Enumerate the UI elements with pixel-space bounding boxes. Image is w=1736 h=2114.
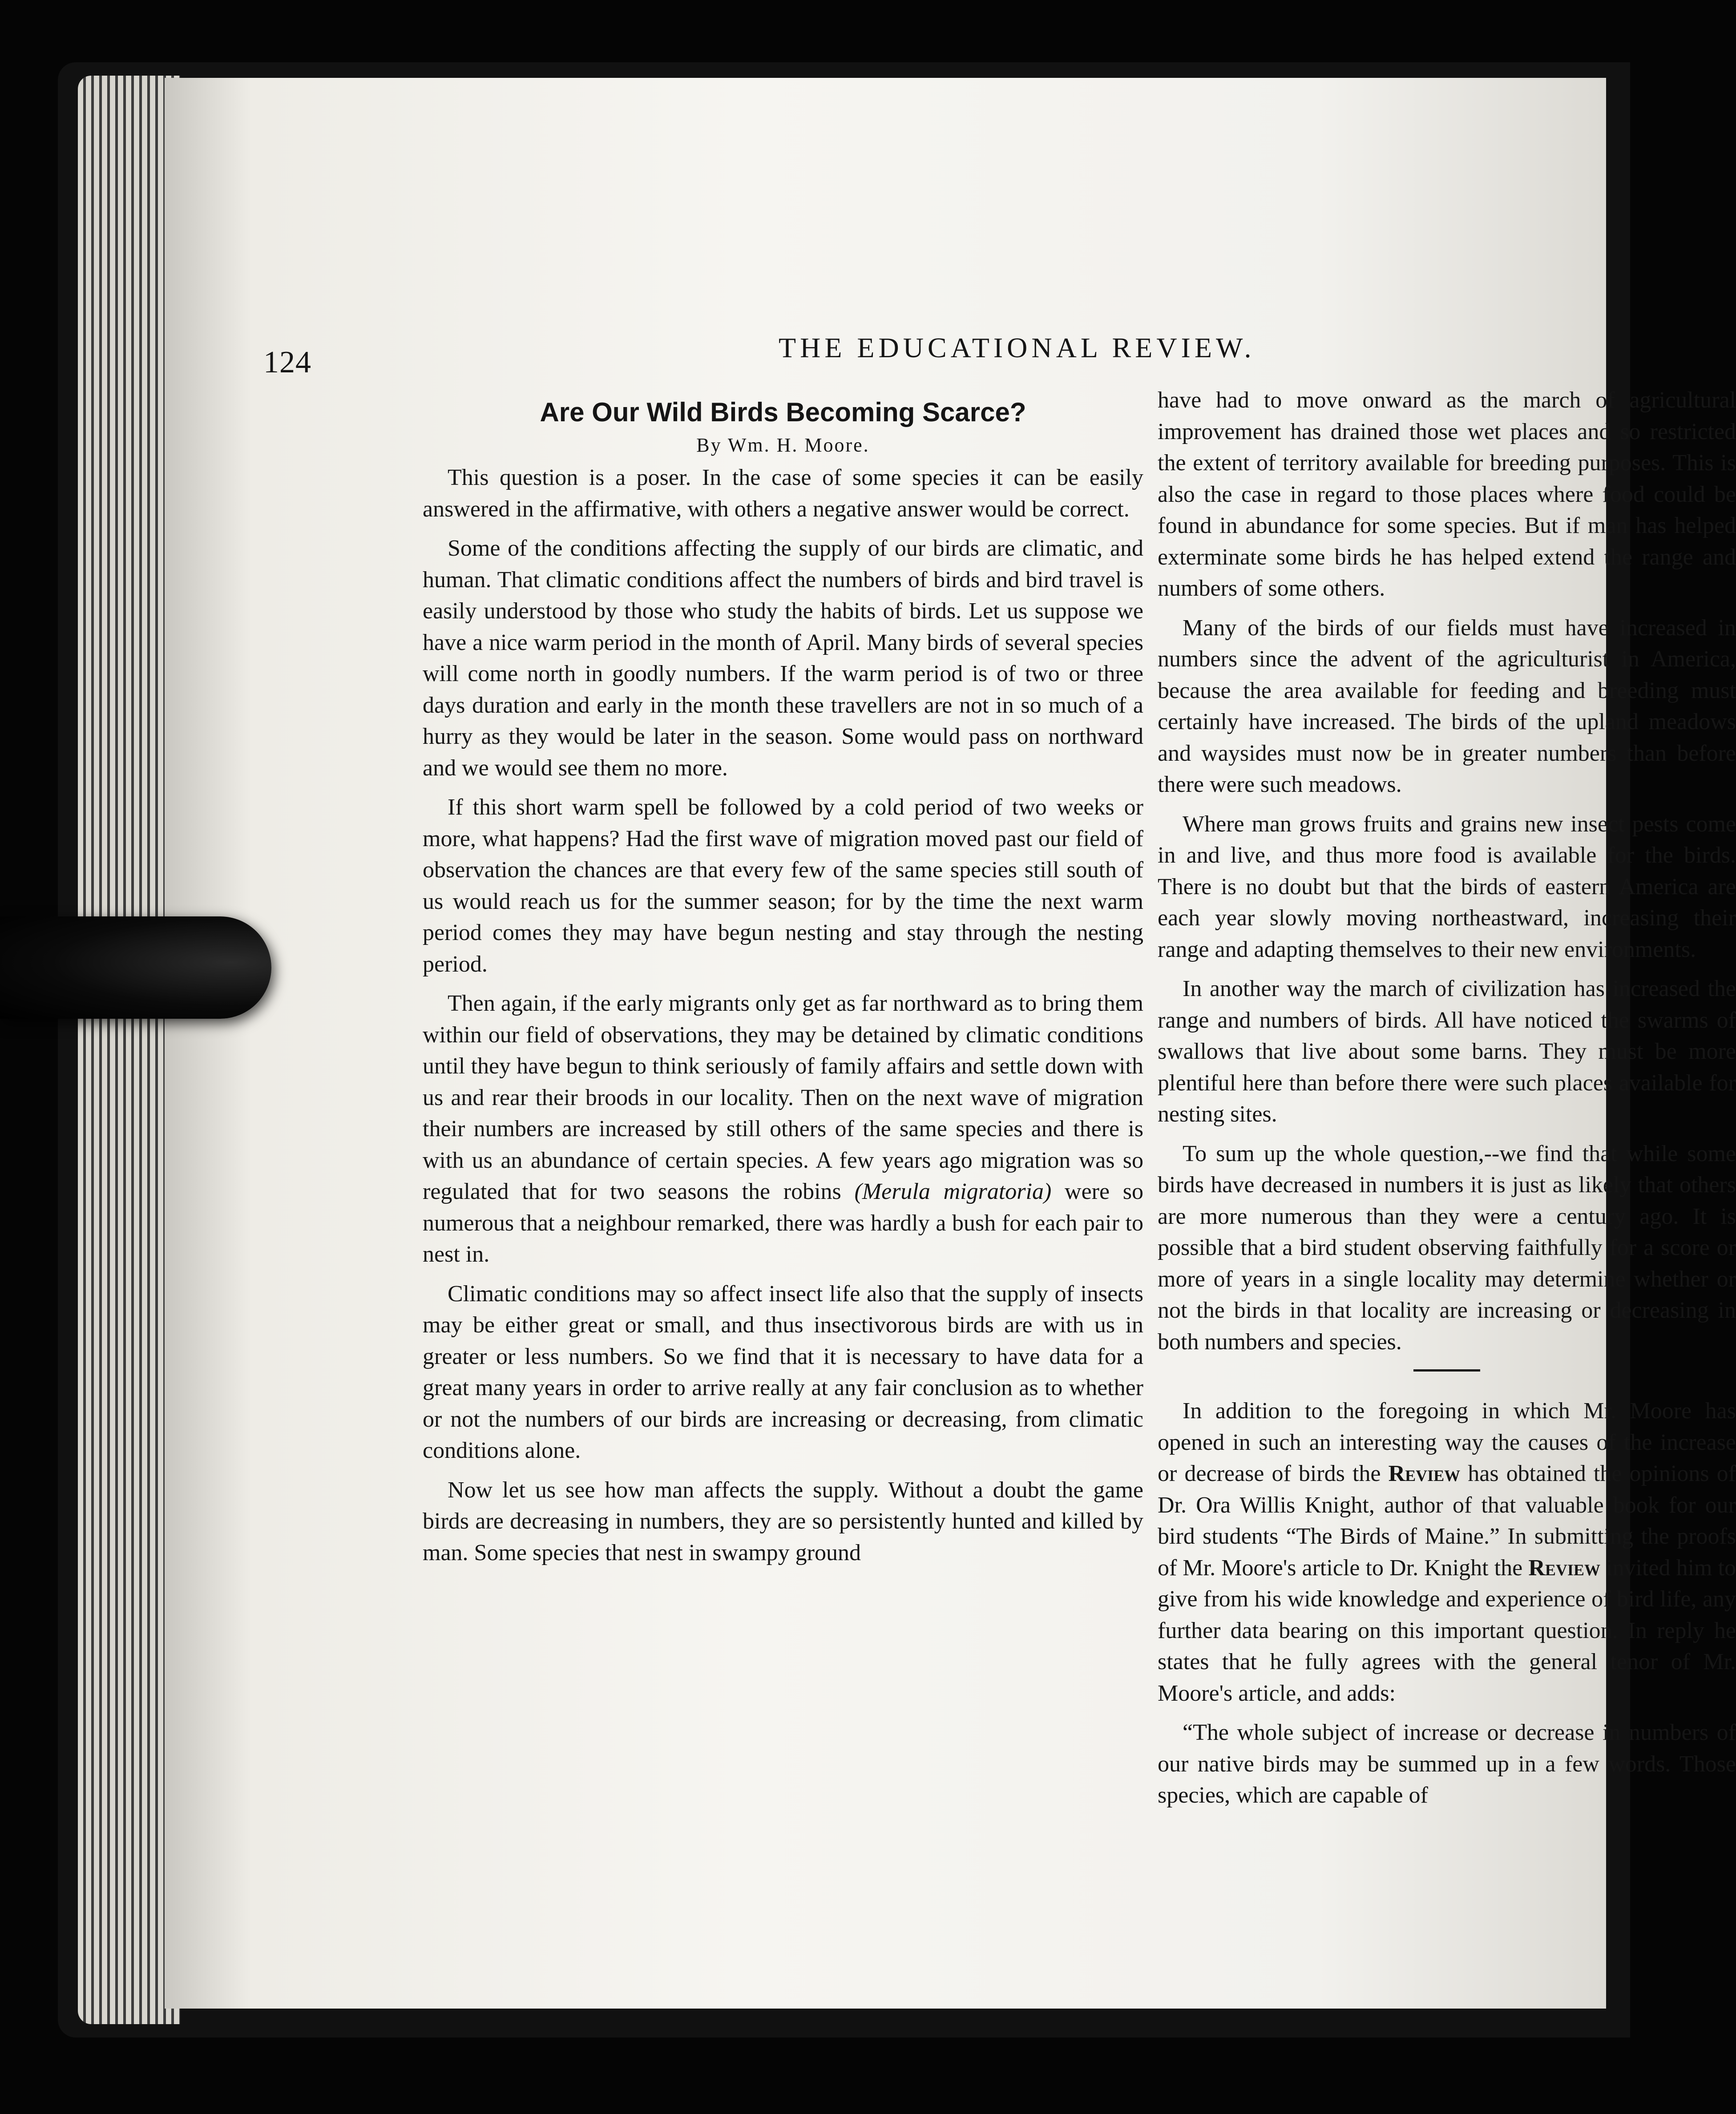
paragraph: Where man grows fruits and grains new insect pests come in and live, and thus more food is available for the birds. There is no doubt but that the birds of eastern America are each year slowly moving northeastward, increasing their range and adapting themselves to their new environments. <box>1158 811 1736 962</box>
paragraph: If this short warm spell be followed by a cold period of two weeks or more, what happens? Had the first wave of migration moved past our field of observation the chances are that every few of the same species still south of us would reach us for the summer season; for by the time the next warm period comes they may have begun nesting and stay through the nesting period. <box>423 795 1143 977</box>
article-title: Are Our Wild Birds Becoming Scarce? <box>540 397 1026 427</box>
left-column <box>423 385 1143 1577</box>
journal-title: THE EDUCATIONAL REVIEW. <box>779 332 1256 363</box>
paragraph-text: Then again, if the early migrants only get as far northward as to bring them within our field of observations, they may be detained by climatic conditions until they have begun to think seriously of family affairs and settle down with us and rear their broods in our locality. Then on the next wave of migration their numbers are increased by still others of the same species and there is with us an abundance of certain species. A few years ago migration was so regulated that for two seasons the robins <box>423 991 1143 1204</box>
book-page <box>165 78 1736 2009</box>
page-number: 124 <box>263 345 311 379</box>
paragraph-text: invited him to give from his wide knowledge and experience of bird life, any further data bearing on this important question. In reply he states that he fully agrees with the general tenor of Mr. Moore's article, and adds: <box>1158 1555 1736 1706</box>
paragraph: Many of the birds of our fields must have increased in numbers since the advent of the agriculturist in America, because the area available for feeding and breeding must certainly have increased. The birds of the upland meadows and waysides must now be in greater numbers than before there were such meadows. <box>1158 615 1736 797</box>
paragraph: have had to move onward as the march of agricultural improvement has drained those wet places and so restricted the extent of territory available for breeding purposes. This is also the case in regard to those places where food could be found in abundance for some species. But if man has helped exterminate some birds he has helped extend the range and numbers of some others. <box>1158 387 1736 601</box>
paragraph: In another way the march of civilization has increased the range and numbers of birds. All have noticed the swarms of swallows that live about some barns. They must be more plentiful here than before there were such places available for nesting sites. <box>1158 976 1736 1127</box>
species-name: (Merula migratoria) <box>854 1179 1052 1204</box>
paragraph-text: has obtained the opinions of Dr. Ora Willis Knight, author of that valuable book for our bird students “The Birds of Maine.” In submitting the proofs of Mr. Moore's article to Dr. Knight the <box>1158 1461 1736 1581</box>
journal-name: Review <box>1388 1461 1461 1486</box>
right-column <box>1158 385 1736 1819</box>
article-byline: By Wm. H. Moore. <box>696 434 870 456</box>
paragraph: To sum up the whole question,--we find that while some birds have decreased in numbers it is just as likely that others are more numerous than they were a century ago. It is possible that a bird student observing faithfully for a score or more of years in a single locality may determine whether or not the birds in that locality are increasing or decreasing in both numbers and species. <box>1158 1141 1736 1355</box>
paragraph-text: In addition to the foregoing in which Mr. Moore has opened in such an interesting way the causes of the increase or decrease of birds the <box>1158 1398 1736 1486</box>
section-divider <box>1413 1369 1480 1372</box>
paragraph: Some of the conditions affecting the supply of our birds are climatic, and human. That climatic conditions affect the numbers of birds and bird travel is easily understood by those who study the habits of birds. Let us suppose we have a nice warm period in the month of April. Many birds of several species will come north in goodly numbers. If the warm period is of two or three days duration and early in the month these travellers are not in so much of a hurry as they would be later in the season. Some would pass on northward and we would see them no more. <box>423 536 1143 781</box>
paragraph-text: were so numerous that a neighbour remarked, there was hardly a bush for each pair to nest in. <box>423 1179 1143 1267</box>
paragraph: Climatic conditions may so affect insect life also that the supply of insects may be either great or small, and thus insectivorous birds are with us in greater or less numbers. So we find that it is necessary to have data for a great many years in order to arrive really at any fair conclusion as to whether or not the numbers of our birds are increasing or decreasing, from climatic conditions alone. <box>423 1281 1143 1463</box>
paragraph: This question is a poser. In the case of some species it can be easily answered in the affirmative, with others a negative answer would be correct. <box>423 465 1143 522</box>
journal-name: Review <box>1528 1555 1600 1581</box>
paragraph <box>423 988 1143 1271</box>
editorial-paragraph <box>1158 1396 1736 1709</box>
quote-paragraph: “The whole subject of increase or decrease in numbers of our native birds may be summed up in a few words. Those species, which are capable of <box>1158 1720 1736 1808</box>
thumb-shadow <box>0 916 271 1019</box>
paragraph: Now let us see how man affects the supply. Without a doubt the game birds are decreasing in numbers, they are so persistently hunted and killed by man. Some species that nest in swampy ground <box>423 1477 1143 1565</box>
